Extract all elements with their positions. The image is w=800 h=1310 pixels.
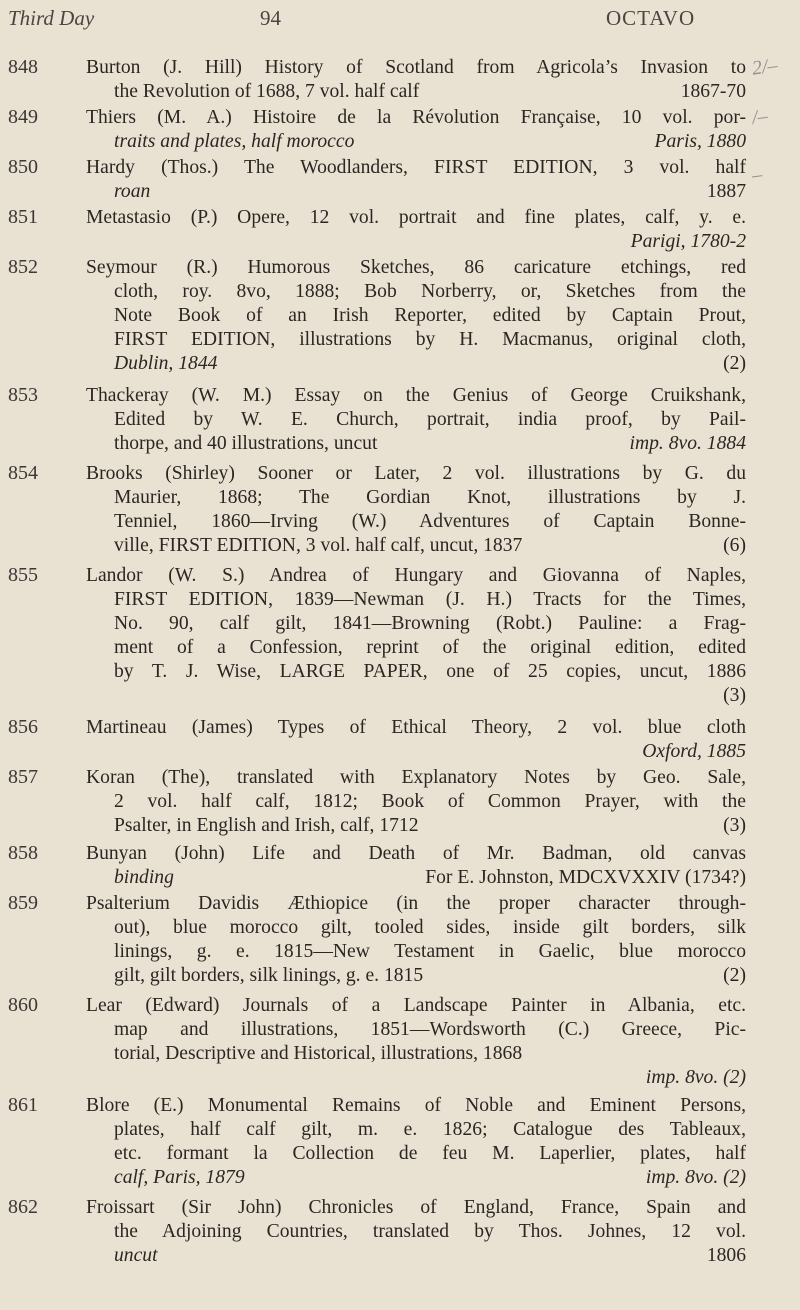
lot-line: calf, Paris, 1879 <box>114 1167 245 1188</box>
lot-number: 858 <box>8 842 38 864</box>
lot-number: 849 <box>8 106 38 128</box>
lot-description <box>86 106 746 154</box>
lot-line: gilt, gilt borders, silk linings, g. e. 1815 <box>114 965 424 986</box>
lot-number: 857 <box>8 766 38 788</box>
lot-line: Bunyan (John) Life and Death of Mr. Badman, old canvas <box>86 843 746 864</box>
lot-line: Koran (The), translated with Explanatory Notes by Geo. Sale, <box>86 767 746 788</box>
lot-date: 1887 <box>706 181 746 202</box>
lot-number: 861 <box>8 1094 38 1116</box>
lot-line: Martineau (James) Types of Ethical Theory, 2 vol. blue cloth <box>86 717 746 738</box>
lot-line: No. 90, calf gilt, 1841—Browning (Robt.) Pauline: a Frag- <box>114 613 746 634</box>
lot-date: 1806 <box>706 1245 746 1266</box>
lot-line: Parigi, 1780-2 <box>630 231 746 252</box>
handwritten-price: /– <box>750 105 769 129</box>
lot-line: Blore (E.) Monumental Remains of Noble and Eminent Persons, <box>86 1095 746 1116</box>
lot-format: imp. 8vo. (2) <box>645 1167 746 1188</box>
lot-format: imp. 8vo. (2) <box>645 1067 746 1088</box>
lot-count: (3) <box>723 685 746 706</box>
lot-description <box>86 384 746 456</box>
lot-description <box>86 1196 746 1268</box>
lot-line: the Adjoining Countries, translated by Thos. Johnes, 12 vol. <box>114 1221 746 1242</box>
lot-line: Tenniel, 1860—Irving (W.) Adventures of Captain Bonne- <box>114 511 746 532</box>
lot-line: Metastasio (P.) Opere, 12 vol. portrait and fine plates, calf, y. e. <box>86 207 746 228</box>
lot-description <box>86 994 746 1090</box>
lot-line: by T. J. Wise, LARGE PAPER, one of 25 copies, uncut, 1886 <box>114 661 746 682</box>
handwritten-price: 2/– <box>750 54 779 80</box>
lot-line: traits and plates, half morocco <box>114 131 355 152</box>
lot-number: 856 <box>8 716 38 738</box>
lot-line: Burton (J. Hill) History of Scotland from Agricola’s Invasion to <box>86 57 746 78</box>
lot-number: 859 <box>8 892 38 914</box>
lot-number: 848 <box>8 56 38 78</box>
lot-line: Seymour (R.) Humorous Sketches, 86 caricature etchings, red <box>86 257 746 278</box>
lot-number: 860 <box>8 994 38 1016</box>
header-format: OCTAVO <box>606 6 696 30</box>
lot-line: Dublin, 1844 <box>114 353 218 374</box>
lot-line: thorpe, and 40 illustrations, uncut <box>114 433 378 454</box>
lot-line: ville, FIRST EDITION, 3 vol. half calf, uncut, 1837 <box>114 535 523 556</box>
lot-line: Note Book of an Irish Reporter, edited by Captain Prout, <box>114 305 746 326</box>
lot-line: Brooks (Shirley) Sooner or Later, 2 vol. illustrations by G. du <box>86 463 746 484</box>
lot-line: linings, g. e. 1815—New Testament in Gaelic, blue morocco <box>114 941 746 962</box>
lot-number: 852 <box>8 256 38 278</box>
lot-line: ment of a Confession, reprint of the original edition, edited <box>114 637 746 658</box>
lot-line: 2 vol. half calf, 1812; Book of Common Prayer, with the <box>114 791 746 812</box>
lot-description <box>86 462 746 558</box>
lot-description <box>86 564 746 708</box>
lot-number: 851 <box>8 206 38 228</box>
handwritten-price: – <box>750 163 764 187</box>
lot-imprint: For E. Johnston, MDCXVXXIV (1734?) <box>425 867 746 888</box>
lot-line: Lear (Edward) Journals of a Landscape Painter in Albania, etc. <box>86 995 746 1016</box>
lot-description <box>86 256 746 376</box>
lot-line: Froissart (Sir John) Chronicles of England, France, Spain and <box>86 1197 746 1218</box>
lot-line: Oxford, 1885 <box>642 741 746 762</box>
lot-number: 854 <box>8 462 38 484</box>
lot-line: the Revolution of 1688, 7 vol. half calf <box>114 81 420 102</box>
lot-description <box>86 156 746 204</box>
lot-date: 1867-70 <box>680 81 746 102</box>
lot-description <box>86 766 746 838</box>
lot-date: Paris, 1880 <box>654 131 746 152</box>
lot-line: Thiers (M. A.) Histoire de la Révolution Française, 10 vol. por- <box>86 107 746 128</box>
lot-line: Psalterium Davidis Æthiopice (in the proper character through- <box>86 893 746 914</box>
lot-line: uncut <box>114 1245 158 1266</box>
lot-description <box>86 1094 746 1190</box>
lot-description <box>86 892 746 988</box>
lot-count: (2) <box>723 353 746 374</box>
lot-description <box>86 56 746 104</box>
lot-line: Maurier, 1868; The Gordian Knot, illustrations by J. <box>114 487 746 508</box>
lot-count: (6) <box>723 535 746 556</box>
lot-count: (2) <box>723 965 746 986</box>
lot-line: etc. formant la Collection de feu M. Laperlier, plates, half <box>114 1143 746 1164</box>
lot-line: Thackeray (W. M.) Essay on the Genius of George Cruikshank, <box>86 385 746 406</box>
lot-line: roan <box>114 181 151 202</box>
lot-line: map and illustrations, 1851—Wordsworth (C.) Greece, Pic- <box>114 1019 746 1040</box>
lot-line: torial, Descriptive and Historical, illustrations, 1868 <box>114 1043 523 1064</box>
lot-number: 855 <box>8 564 38 586</box>
lot-count: (3) <box>723 815 746 836</box>
header-day: Third Day <box>8 6 95 30</box>
lot-number: 862 <box>8 1196 38 1218</box>
lot-description <box>86 716 746 764</box>
lot-line: Psalter, in English and Irish, calf, 1712 <box>114 815 419 836</box>
lot-line: Landor (W. S.) Andrea of Hungary and Giovanna of Naples, <box>86 565 746 586</box>
lot-line: FIRST EDITION, illustrations by H. Macmanus, original cloth, <box>114 329 746 350</box>
lot-line: plates, half calf gilt, m. e. 1826; Catalogue des Tableaux, <box>114 1119 746 1140</box>
lot-date: imp. 8vo. 1884 <box>629 433 746 454</box>
lot-line: binding <box>114 867 174 888</box>
lot-line: out), blue morocco gilt, tooled sides, inside gilt borders, silk <box>114 917 746 938</box>
lot-line: cloth, roy. 8vo, 1888; Bob Norberry, or, Sketches from the <box>114 281 746 302</box>
lot-line: Hardy (Thos.) The Woodlanders, FIRST EDITION, 3 vol. half <box>86 157 746 178</box>
lot-line: FIRST EDITION, 1839—Newman (J. H.) Tracts for the Times, <box>114 589 746 610</box>
lot-line: Edited by W. E. Church, portrait, india proof, by Pail- <box>114 409 746 430</box>
lot-number: 850 <box>8 156 38 178</box>
lot-description <box>86 842 746 890</box>
lot-number: 853 <box>8 384 38 406</box>
page-number: 94 <box>260 6 281 30</box>
lot-description <box>86 206 746 254</box>
page-header <box>8 6 748 36</box>
